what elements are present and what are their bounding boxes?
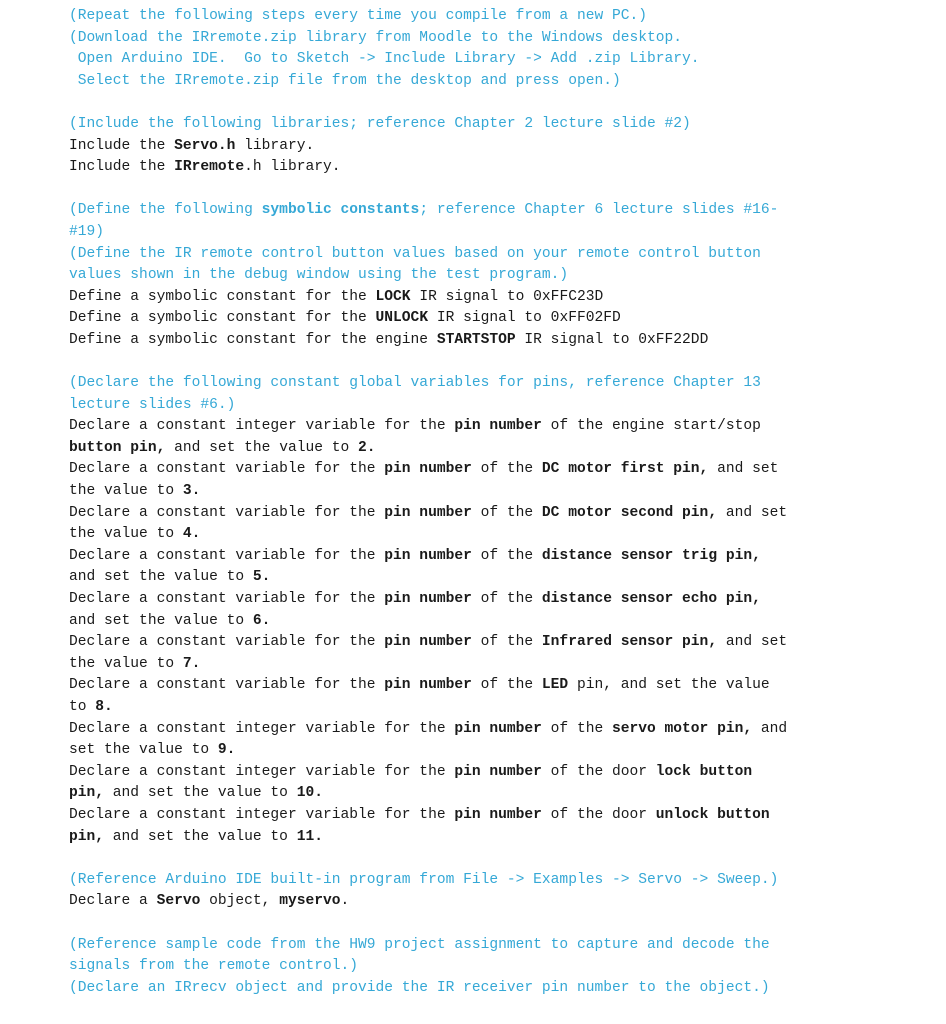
instruction-line: [69, 632, 929, 654]
bold-text: 8.: [95, 699, 113, 715]
bold-text: 5.: [252, 569, 271, 586]
bold-text: 9.: [217, 742, 236, 759]
bold-text: DC motor second pin,: [541, 504, 718, 521]
bold-text: pin,: [69, 785, 105, 802]
text: Include the: [69, 159, 175, 176]
bold-text: servo motor pin,: [611, 720, 753, 737]
bold-text: pin number: [454, 720, 542, 737]
text: signals from the remote control.): [69, 958, 359, 975]
text: (Declare an IRrecv object and provide the IR receiver pin number to the object.): [69, 979, 770, 996]
text: of the: [471, 591, 542, 608]
text: Select the IRremote.zip file from the desktop and press open.): [69, 72, 621, 89]
instructions-document: [69, 6, 929, 999]
bold-text: STARTSTOP: [436, 331, 516, 348]
reference-note-line: [69, 6, 929, 28]
text: Declare a constant integer variable for the: [69, 763, 455, 780]
text: Declare a: [69, 893, 157, 910]
bold-text: Servo.h: [174, 137, 236, 154]
instruction-line: [69, 675, 929, 697]
bold-text: 6.: [252, 612, 271, 629]
text: .h library.: [244, 159, 341, 176]
bold-text: UNLOCK: [375, 310, 429, 327]
bold-text: 7.: [182, 655, 201, 672]
bold-text: pin number: [454, 806, 542, 823]
bold-text: 10.: [296, 785, 323, 802]
reference-note-line: [69, 978, 929, 1000]
bold-text: pin number: [454, 418, 542, 435]
text: of the engine start/stop: [541, 418, 761, 435]
reference-note-line: [69, 956, 929, 978]
bold-text: LOCK: [375, 288, 411, 305]
instruction-line: [69, 287, 929, 309]
reference-note-line: [69, 244, 929, 266]
instruction-line: [69, 330, 929, 352]
reference-note-line: [69, 222, 929, 244]
instruction-line: [69, 719, 929, 741]
text: Declare a constant variable for the: [69, 504, 385, 521]
bold-text: myservo: [279, 893, 341, 910]
instruction-line: [69, 157, 929, 179]
bold-text: DC motor first pin,: [541, 461, 709, 478]
text: (Include the following libraries; reference Chapter 2 lecture slide #2): [69, 115, 691, 132]
text: Declare a constant variable for the: [69, 677, 385, 694]
text: pin, and set the value: [568, 677, 770, 694]
text: (Define the following: [69, 202, 262, 219]
text: lecture slides #6.): [69, 396, 236, 413]
text: and: [752, 720, 788, 737]
text: of the: [471, 461, 542, 478]
instruction-line: [69, 740, 929, 762]
bold-text: pin number: [384, 677, 472, 694]
bold-text: lock button: [655, 763, 753, 780]
text: and set: [717, 504, 788, 521]
instruction-line: [69, 805, 929, 827]
bold-text: pin,: [69, 828, 105, 845]
instruction-line: [69, 136, 929, 158]
instruction-line: [69, 416, 929, 438]
text: of the door: [541, 806, 656, 823]
instruction-line: [69, 697, 929, 719]
text: (Repeat the following steps every time you compile from a new PC.): [69, 8, 648, 24]
instruction-line: [69, 438, 929, 460]
bold-text: 11.: [296, 828, 323, 845]
bold-text: pin number: [454, 763, 542, 780]
text: and set: [708, 461, 779, 478]
bold-text: pin number: [384, 504, 472, 521]
reference-note-line: [69, 200, 929, 222]
blank-line: [69, 352, 929, 374]
text: IR signal to 0xFF02FD: [428, 310, 621, 327]
text: Declare a constant variable for the: [69, 547, 385, 564]
text: to: [69, 699, 96, 715]
reference-note-line: [69, 49, 929, 71]
text: Define a symbolic constant for the engine: [69, 331, 437, 348]
reference-note-line: [69, 114, 929, 136]
text: the value to: [69, 655, 183, 672]
instruction-line: [69, 827, 929, 849]
text: of the: [471, 504, 542, 521]
text: the value to: [69, 526, 183, 543]
reference-note-line: [69, 71, 929, 93]
text: of the: [471, 634, 542, 651]
instruction-line: [69, 762, 929, 784]
bold-text: distance sensor trig pin,: [541, 547, 761, 564]
instruction-line: [69, 524, 929, 546]
bold-text: pin number: [384, 634, 472, 651]
instruction-line: [69, 611, 929, 633]
bold-text: symbolic constants: [261, 202, 420, 219]
instruction-line: [69, 589, 929, 611]
text: values shown in the debug window using the test program.): [69, 267, 569, 284]
text: of the: [471, 677, 542, 694]
reference-note-line: [69, 870, 929, 892]
instruction-line: [69, 567, 929, 589]
text: Define a symbolic constant for the: [69, 288, 376, 305]
text: of the: [471, 547, 542, 564]
bold-text: IRremote: [174, 159, 245, 176]
text: Declare a constant variable for the: [69, 461, 385, 478]
text: and set: [717, 634, 788, 651]
text: library.: [235, 137, 315, 154]
text: and set the value to: [104, 828, 297, 845]
bold-text: Servo: [156, 893, 201, 910]
text: (Reference Arduino IDE built-in program from File -> Examples -> Servo -> Sweep.): [69, 871, 779, 888]
bold-text: distance sensor echo pin,: [541, 591, 761, 608]
instruction-line: [69, 481, 929, 503]
text: (Declare the following constant global variables for pins, reference Chapter 13: [69, 375, 761, 392]
blank-line: [69, 92, 929, 114]
text: the value to: [69, 483, 183, 500]
bold-text: pin number: [384, 547, 472, 564]
text: set the value to: [69, 742, 218, 759]
text: object,: [200, 893, 280, 910]
blank-line: [69, 179, 929, 201]
text: ; reference Chapter 6 lecture slides #16-: [419, 202, 779, 219]
reference-note-line: [69, 395, 929, 417]
text: of the door: [541, 763, 656, 780]
text: Declare a constant integer variable for the: [69, 720, 455, 737]
bold-text: 4.: [182, 526, 201, 543]
text: and set the value to: [104, 785, 297, 802]
reference-note-line: [69, 935, 929, 957]
instruction-line: [69, 308, 929, 330]
text: Declare a constant integer variable for the: [69, 418, 455, 435]
instruction-line: [69, 783, 929, 805]
text: Open Arduino IDE. Go to Sketch -> Include Library -> Add .zip Library.: [69, 51, 700, 68]
text: Declare a constant variable for the: [69, 634, 385, 651]
text: and set the value to: [165, 439, 359, 456]
instruction-line: [69, 654, 929, 676]
reference-note-line: [69, 265, 929, 287]
text: IR signal to 0xFFC23D: [410, 288, 604, 305]
blank-line: [69, 848, 929, 870]
text: of the: [541, 720, 612, 737]
bold-text: 2.: [358, 439, 376, 456]
instruction-line: [69, 546, 929, 568]
instruction-line: [69, 891, 929, 913]
reference-note-line: [69, 373, 929, 395]
instruction-line: [69, 459, 929, 481]
text: .: [340, 893, 350, 910]
bold-text: unlock button: [655, 806, 770, 823]
text: Declare a constant integer variable for the: [69, 806, 455, 823]
text: #19): [69, 223, 105, 240]
text: and set the value to: [69, 612, 253, 629]
bold-text: pin number: [384, 461, 472, 478]
blank-line: [69, 913, 929, 935]
text: (Reference sample code from the HW9 project assignment to capture and decode the: [69, 936, 770, 953]
instruction-line: [69, 503, 929, 525]
text: IR signal to 0xFF22DD: [515, 331, 709, 348]
text: (Define the IR remote control button values based on your remote control button: [69, 245, 761, 262]
bold-text: LED: [541, 677, 569, 694]
bold-text: Infrared sensor pin,: [541, 634, 718, 651]
text: Define a symbolic constant for the: [69, 310, 376, 327]
bold-text: 3.: [182, 483, 201, 500]
text: (Download the IRremote.zip library from Moodle to the Windows desktop.: [69, 29, 683, 46]
text: Include the: [69, 137, 175, 154]
bold-text: button pin,: [69, 439, 166, 456]
bold-text: pin number: [384, 591, 472, 608]
text: Declare a constant variable for the: [69, 591, 385, 608]
reference-note-line: [69, 28, 929, 50]
text: and set the value to: [69, 569, 253, 586]
